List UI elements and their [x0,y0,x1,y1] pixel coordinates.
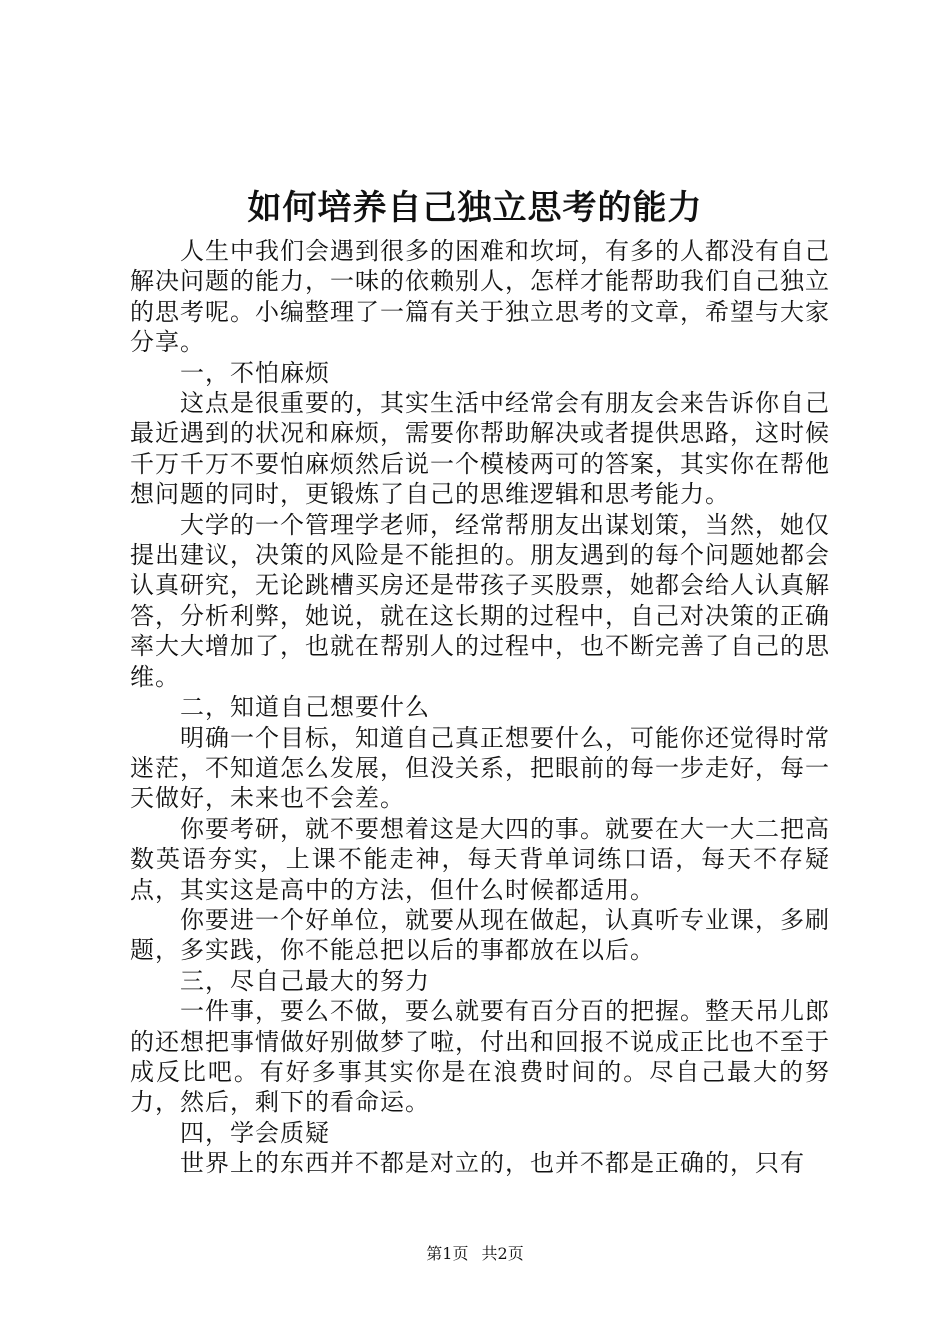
document-title: 如何培养自己独立思考的能力 [247,188,703,228]
paragraph: 你要进一个好单位，就要从现在做起，认真听专业课，多刷题，多实践，你不能总把以后的事都放在以后。 [130,905,830,965]
section-heading-2: 二，知道自己想要什么 [180,693,430,722]
paragraph: 世界上的东西并不都是对立的，也并不都是正确的，只有 [180,1149,805,1178]
section-heading-1: 一，不怕麻烦 [180,358,330,387]
paragraph: 明确一个目标，知道自己真正想要什么，可能你还觉得时常迷茫，不知道怎么发展，但没关系，把眼前的每一步走好，每一天做好，未来也不会差。 [130,723,830,813]
paragraph: 大学的一个管理学老师，经常帮朋友出谋划策，当然，她仅提出建议，决策的风险是不能担的。朋友遇到的每个问题她都会认真研究，无论跳槽买房还是带孩子买股票，她都会给人认真解答，分析利弊，她说，就在这长期的过程中，自己对决策的正确率大大增加了，也就在帮别人的过程中，也不断完善了自己的思维。 [130,510,830,691]
paragraph: 一件事，要么不做，要么就要有百分百的把握。整天吊儿郎的还想把事情做好别做梦了啦，付出和回报不说成正比也不至于成反比吧。有好多事其实你是在浪费时间的。尽自己最大的努力，然后，剩下的看命运。 [130,997,830,1117]
page-footer [0,1242,950,1266]
document-body [130,236,830,1179]
paragraph-intro: 人生中我们会遇到很多的困难和坎坷，有多的人都没有自己解决问题的能力，一味的依赖别人，怎样才能帮助我们自己独立的思考呢。小编整理了一篇有关于独立思考的文章，希望与大家分享。 [130,237,830,357]
paragraph: 你要考研，就不要想着这是大四的事。就要在大一大二把高数英语夯实，上课不能走神，每天背单词练口语，每天不存疑点，其实这是高中的方法，但什么时候都适用。 [130,814,830,904]
section-heading-3: 三，尽自己最大的努力 [180,966,430,995]
page-total: 共2页 [481,1244,524,1263]
section-heading-4: 四，学会质疑 [180,1118,330,1147]
page-number: 第1页 [426,1244,469,1263]
paragraph: 这点是很重要的，其实生活中经常会有朋友会来告诉你自己最近遇到的状况和麻烦，需要你帮助解决或者提供思路，这时候千万千万不要怕麻烦然后说一个模棱两可的答案，其实你在帮他想问题的同时，更锻炼了自己的思维逻辑和思考能力。 [130,389,830,509]
